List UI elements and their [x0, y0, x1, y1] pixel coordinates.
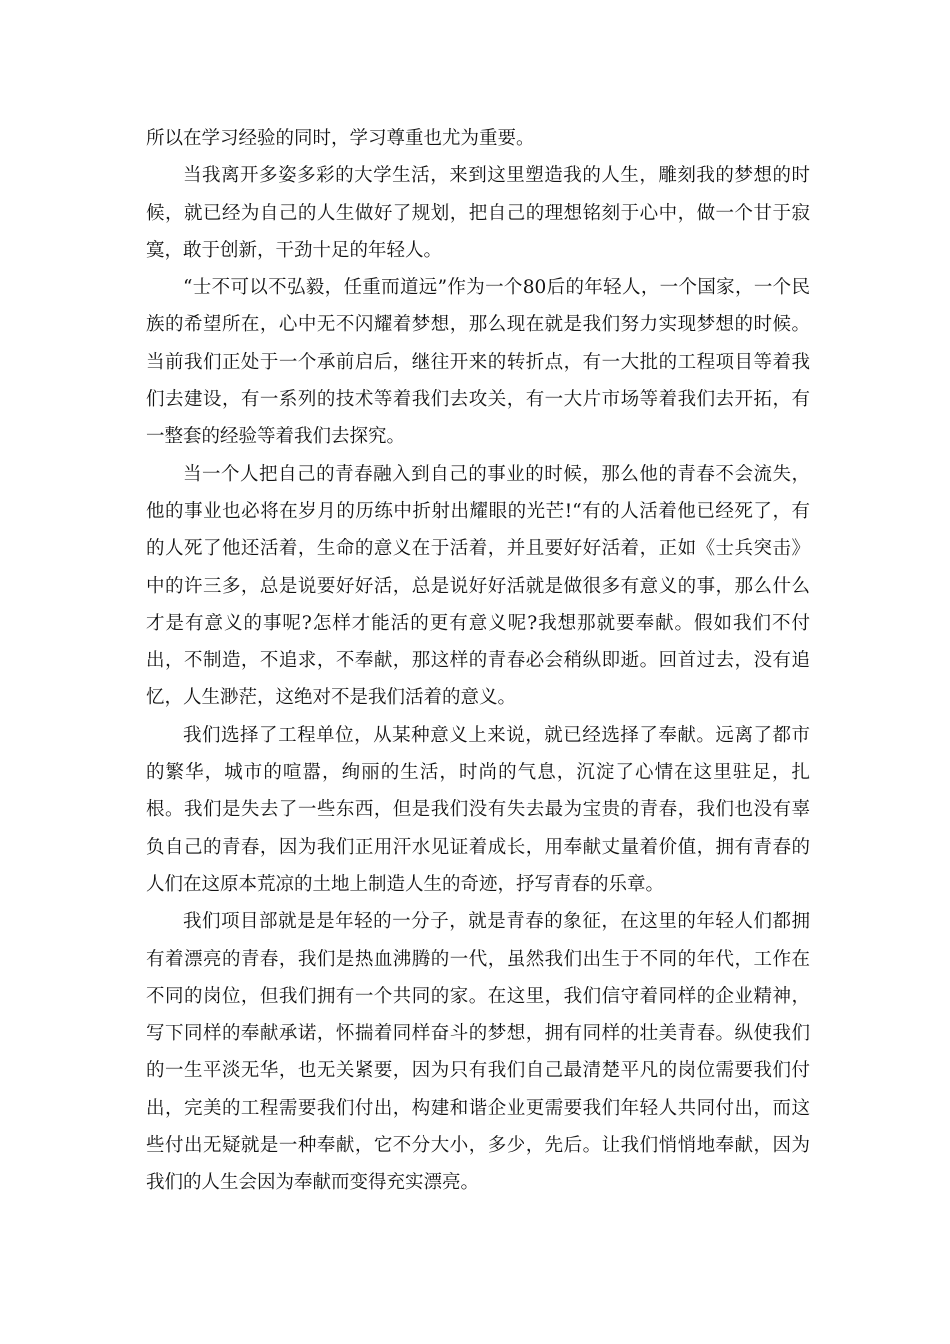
paragraph-6: 我们项目部就是是年轻的一分子，就是青春的象征，在这里的年轻人们都拥有着漂亮的青春，我们是热血沸腾的一代，虽然我们出生于不同的年代，工作在不同的岗位，但我们拥有一个共同的家。在这里，我们信守着同样的企业精神，写下同样的奉献承诺，怀揣着同样奋斗的梦想，拥有同样的壮美青春。纵使我们的一生平淡无华，也无关紧要，因为只有我们自己最清楚平凡的岗位需要我们付出，完美的工程需要我们付出，构建和谐企业更需要我们年轻人共同付出，而这些付出无疑就是一种奉献，它不分大小，多少，先后。让我们悄悄地奉献，因为我们的人生会因为奉献而变得充实漂亮。: [146, 911, 810, 1194]
paragraph-5: 我们选择了工程单位，从某种意义上来说，就已经选择了奉献。远离了都市的繁华，城市的喧嚣，绚丽的生活，时尚的气息，沉淀了心情在这里驻足，扎根。我们是失去了一些东西，但是我们没有失去最为宝贵的青春，我们也没有辜负自己的青春，因为我们正用汗水见证着成长，用奉献丈量着价值，拥有青春的人们在这原本荒凉的土地上制造人生的奇迹，抒写青春的乐章。: [146, 724, 810, 895]
paragraph-4: 当一个人把自己的青春融入到自己的事业的时候，那么他的青春不会流失，他的事业也必将在岁月的历练中折射出耀眼的光芒!“有的人活着他已经死了，有的人死了他还活着，生命的意义在于活着，并且要好好活着，正如《士兵突击》中的许三多，总是说要好好活，总是说好好活就是做很多有意义的事，那么什么才是有意义的事呢?怎样才能活的更有意义呢?我想那就要奉献。假如我们不付出，不制造，不追求，不奉献，那这样的青春必会稍纵即逝。回首过去，没有追忆，人生渺茫，这绝对不是我们活着的意义。: [146, 463, 810, 709]
paragraph-2: 当我离开多姿多彩的大学生活，来到这里塑造我的人生，雕刻我的梦想的时候，就已经为自己的人生做好了规划，把自己的理想铭刻于心中，做一个甘于寂寞，敢于创新，干劲十足的年轻人。: [146, 165, 810, 261]
document-body: [146, 120, 810, 1202]
paragraph-1: 所以在学习经验的同时，学习尊重也尤为重要。: [146, 128, 535, 149]
paragraph-3: “士不可以不弘毅，任重而道远”作为一个80后的年轻人，一个国家，一个民族的希望所在，心中无不闪耀着梦想，那么现在就是我们努力实现梦想的时候。当前我们正处于一个承前启后，继往开来的转折点，有一大批的工程项目等着我们去建设，有一系列的技术等着我们去攻关，有一大片市场等着我们去开拓，有一整套的经验等着我们去探究。: [146, 277, 810, 448]
